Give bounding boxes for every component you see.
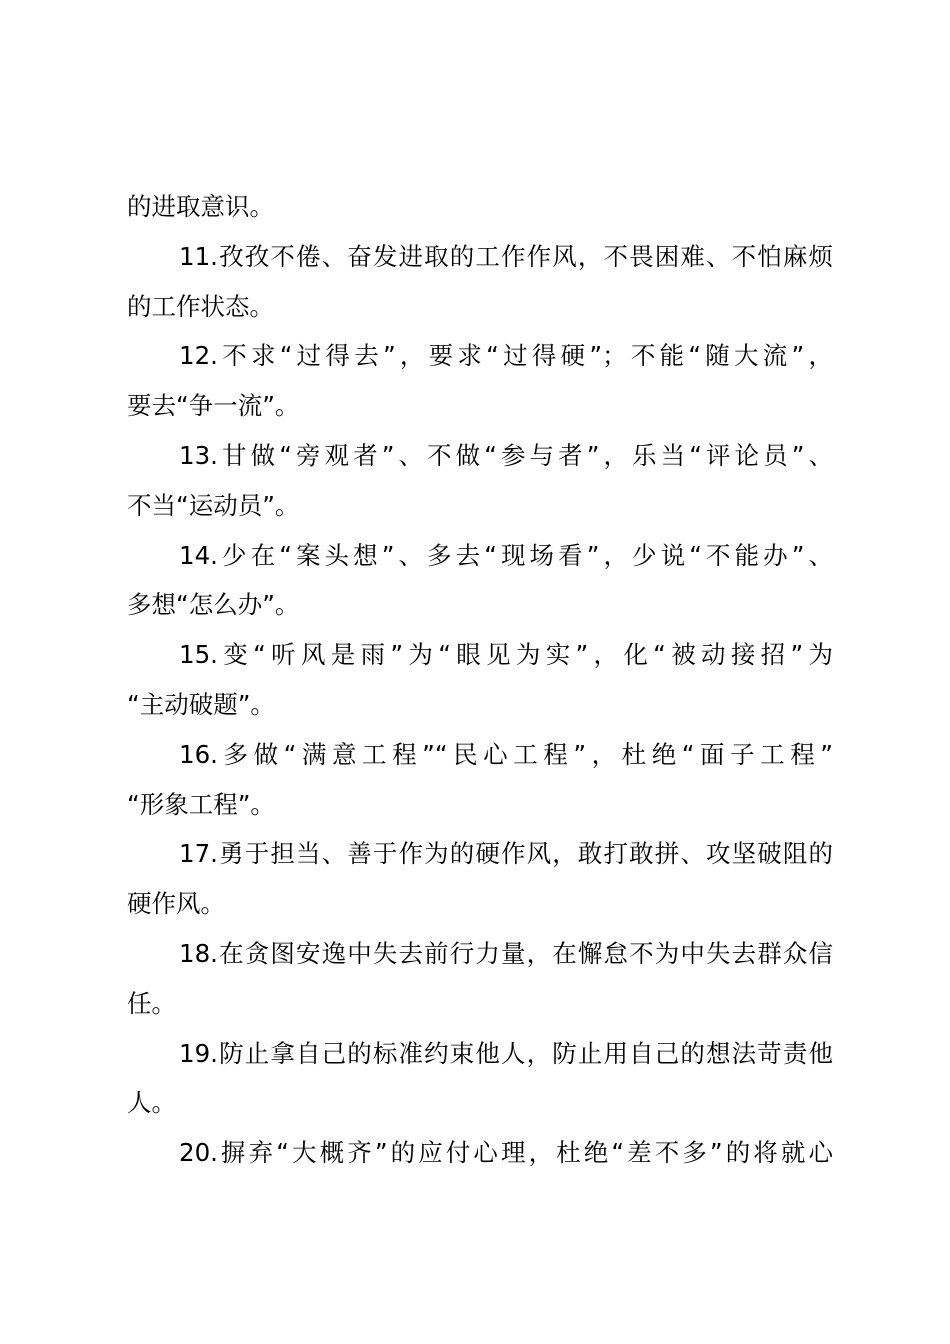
text-line: 14.少在“案头想”、多去“现场看”，少说“不能办”、 [179,540,833,570]
text-line: 20.摒弃“大概齐”的应付心理，杜绝“差不多”的将就心 [179,1138,833,1168]
text-line: “主动破题”。 [127,689,275,719]
text-line: 13.甘做“旁观者”、不做“参与者”，乐当“评论员”、 [179,440,833,470]
text-line: 不当“运动员”。 [127,490,300,520]
text-line: 17.勇于担当、善于作为的硬作风，敢打敢拼、攻坚破阻的 [179,839,833,869]
text-line: 多想“怎么办”。 [127,590,300,620]
text-line: 11.孜孜不倦、奋发进取的工作作风，不畏困难、不怕麻烦 [179,241,833,271]
text-line: 任。 [127,988,176,1018]
text-line: 要去“争一流”。 [127,391,300,421]
text-line: 15.变“听风是雨”为“眼见为实”，化“被动接招”为 [179,640,833,670]
text-line: “形象工程”。 [127,789,275,819]
text-line: 的进取意识。 [127,192,274,221]
text-line: 人。 [127,1088,176,1118]
text-line: 16.多做“满意工程”“民心工程”，杜绝“面子工程” [179,739,833,769]
text-line: 12.不求“过得去”，要求“过得硬”；不能“随大流”， [179,341,833,371]
text-line: 19.防止拿自己的标准约束他人，防止用自己的想法苛责他 [179,1038,833,1068]
text-line: 硬作风。 [127,889,225,919]
document-body [127,182,833,1178]
text-line: 的工作状态。 [127,291,274,321]
text-line: 18.在贪图安逸中失去前行力量，在懈怠不为中失去群众信 [179,938,833,968]
